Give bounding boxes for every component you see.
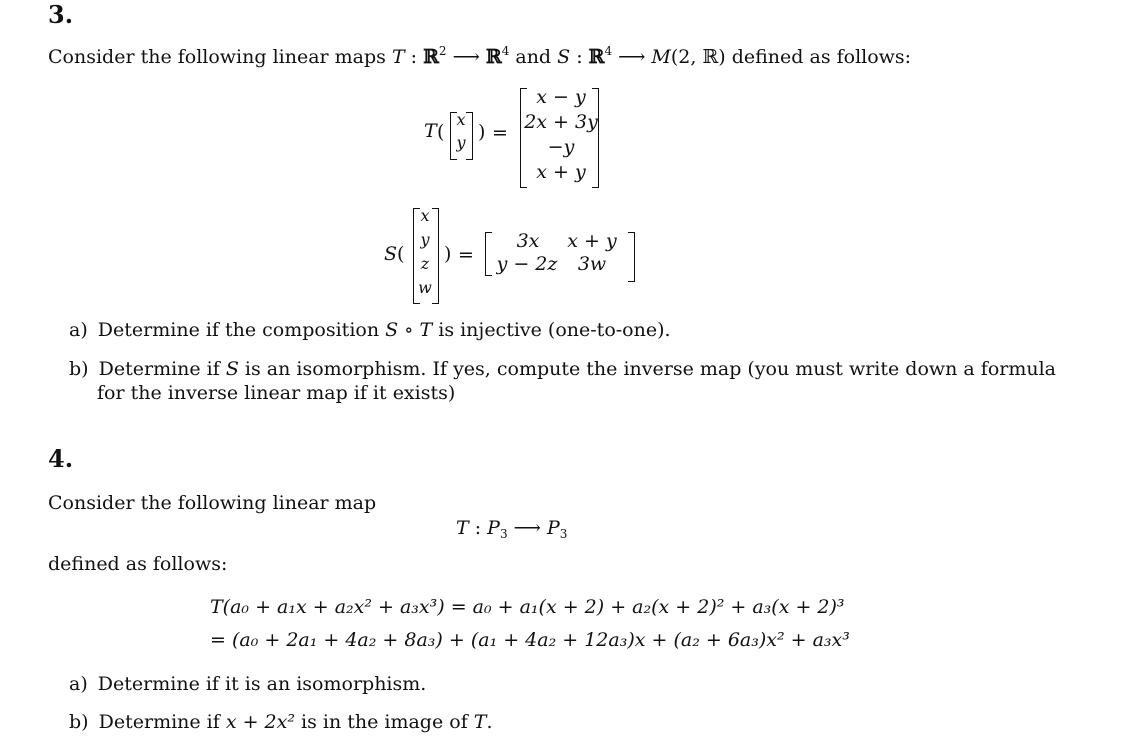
- problem-4-part-a: a) Determine if it is an isomorphism.: [69, 673, 427, 695]
- left-paren: (: [437, 121, 445, 143]
- s-output-12: x + y: [567, 230, 617, 252]
- t-output-2: 2x + 3y: [524, 111, 598, 133]
- problem-3-part-a: a) Determine if the composition S ∘ T is injective (one-to-one).: [69, 319, 671, 341]
- problem-3-number: 3.: [48, 0, 74, 29]
- s-output-21: y − 2z: [496, 253, 558, 275]
- problem-4-equation-line-2: = (a₀ + 2a₁ + 4a₂ + 8a₃) + (a₁ + 4a₂ + 12a₃)x + (a₂ + 6a₃)x² + a₃x³: [210, 629, 850, 651]
- s-input-w: w: [418, 278, 432, 297]
- t-equals: =: [492, 122, 508, 144]
- t-output-3: −y: [547, 136, 575, 158]
- right-paren: ): [478, 121, 486, 143]
- s-letter: S: [384, 243, 398, 265]
- t-input-y: y: [456, 133, 466, 152]
- problem-3-part-b-line2: for the inverse linear map if it exists): [97, 382, 456, 404]
- problem-4-map: T : $P_3$ ⟶ $P_3$: [456, 517, 568, 541]
- problem-4-part-b: b) Determine if x + 2x² is in the image of T.: [69, 711, 493, 733]
- s-output-11: 3x: [516, 230, 540, 252]
- t-output-1: x − y: [536, 86, 586, 108]
- s-equals: =: [458, 244, 474, 266]
- problem-4-number: 4.: [48, 444, 74, 473]
- right-paren: ): [444, 243, 452, 265]
- t-letter: T: [424, 120, 437, 142]
- left-paren: (: [397, 243, 405, 265]
- s-input-z: z: [420, 254, 430, 273]
- s-output-bracket-right: [628, 232, 635, 282]
- problem-3-part-b: b) Determine if S is an isomorphism. If yes, compute the inverse map (you must write down a formula: [69, 358, 1057, 380]
- t-input-bracket-right: [466, 112, 473, 160]
- t-output-4: x + y: [536, 161, 586, 183]
- s-input-y: y: [420, 230, 430, 249]
- t-output-bracket-right: [592, 88, 599, 188]
- s-input-x: x: [420, 206, 430, 225]
- s-output-22: 3w: [577, 253, 607, 275]
- problem-3-intro: Consider the following linear maps T : ℝ$^2$ ⟶ ℝ$^4$ and S : ℝ$^4$ ⟶ M(2, ℝ) defined as follows:: [48, 44, 912, 68]
- t-input-x: x: [456, 110, 466, 129]
- problem-4-intro: Consider the following linear map: [48, 492, 377, 514]
- s-input-bracket-right: [432, 208, 439, 304]
- problem-4-equation-line-1: T(a₀ + a₁x + a₂x² + a₃x³) = a₀ + a₁(x + 2) + a₂(x + 2)² + a₃(x + 2)³: [210, 596, 845, 618]
- problem-4-defined: defined as follows:: [48, 553, 228, 575]
